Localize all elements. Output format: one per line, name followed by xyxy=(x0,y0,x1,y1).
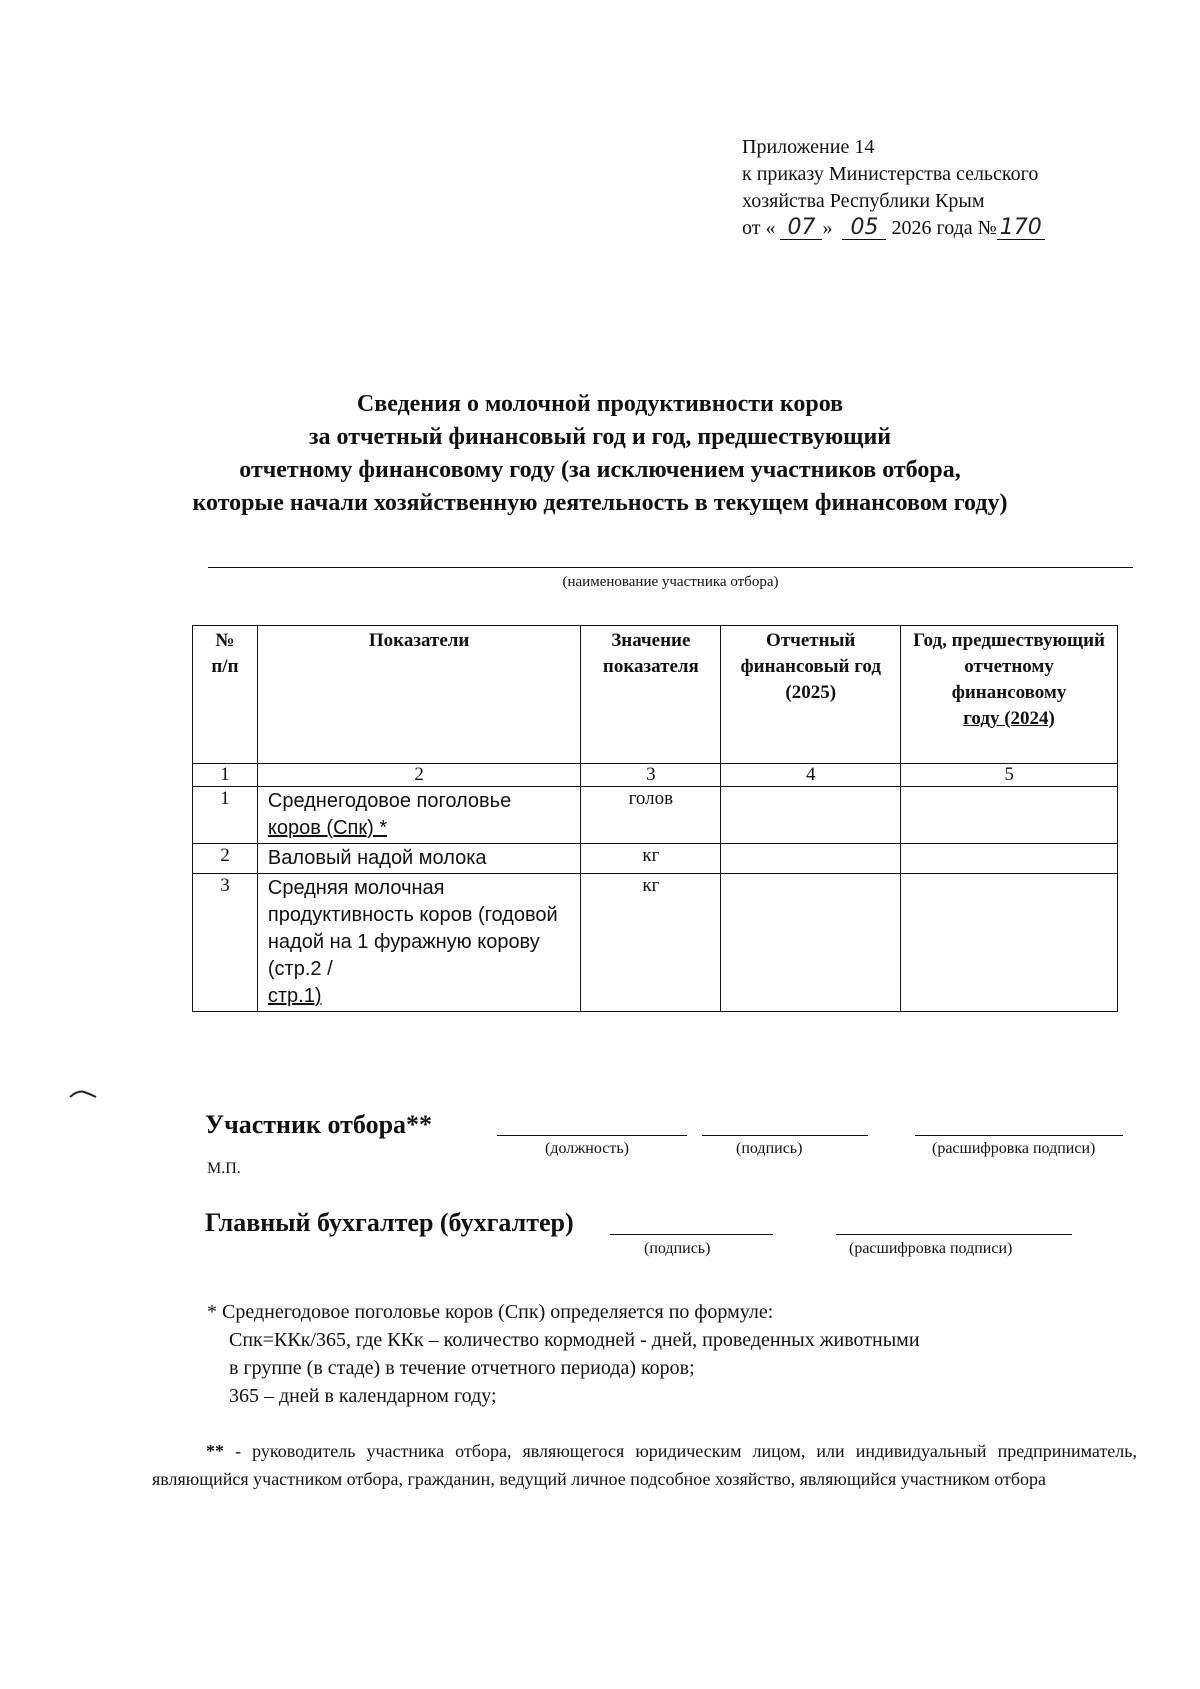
header-value: Значение показателя xyxy=(581,626,721,764)
participant-name-caption: (наименование участника отбора) xyxy=(562,574,779,590)
accountant-decoding-caption: (расшифровка подписи) xyxy=(849,1240,1013,1257)
productivity-table xyxy=(192,625,1118,1012)
row-unit: голов xyxy=(581,787,721,844)
row-report-year-cell[interactable] xyxy=(721,787,901,844)
appendix-line-3: хозяйства Республики Крым xyxy=(742,190,985,212)
scan-mark-icon xyxy=(68,1088,98,1100)
footnote-head-star: ** xyxy=(206,1441,224,1461)
decoding-caption: (расшифровка подписи) xyxy=(932,1140,1096,1157)
position-caption: (должность) xyxy=(545,1140,629,1157)
signature-line[interactable] xyxy=(702,1135,868,1136)
date-prefix: от « xyxy=(742,217,776,239)
col-number: 1 xyxy=(193,764,258,787)
row-indicator xyxy=(257,787,581,844)
header-report-year: Отчетный финансовый год (2025) xyxy=(721,626,901,764)
accountant-signature-line[interactable] xyxy=(610,1234,773,1235)
participant-name-line xyxy=(208,567,1133,568)
accountant-signature-caption: (подпись) xyxy=(644,1240,711,1257)
decoding-line[interactable] xyxy=(915,1135,1123,1136)
row-indicator-text-tail: коров (Спк) * xyxy=(267,817,388,839)
stamp-place: М.П. xyxy=(207,1160,241,1177)
title-line-2: за отчетный финансовый год и год, предшествующий xyxy=(308,424,892,450)
appendix-header xyxy=(742,134,1045,242)
row-num: 1 xyxy=(193,787,258,844)
row-prev-year-cell[interactable] xyxy=(901,844,1118,874)
accountant-decoding-line[interactable] xyxy=(836,1234,1072,1235)
footnote-formula-line-4: 365 – дней в календарном году; xyxy=(229,1385,497,1407)
footnote-formula-line-3: в группе (в стаде) в течение отчетного периода) коров; xyxy=(229,1357,695,1379)
footnote-formula xyxy=(207,1298,920,1410)
table-header-row xyxy=(193,626,1118,764)
title-line-3: отчетному финансовому году (за исключением участников отбора, xyxy=(239,457,961,483)
title-line-1: Сведения о молочной продуктивности коров xyxy=(356,391,844,417)
footnote-formula-line-2: Спк=ККк/365, где ККк – количество кормодней - дней, проведенных животными xyxy=(229,1329,920,1351)
row-indicator-text-tail: стр.1) xyxy=(267,985,322,1007)
row-report-year-cell[interactable] xyxy=(721,874,901,1012)
col-number: 2 xyxy=(257,764,581,787)
col-number: 4 xyxy=(721,764,901,787)
row-unit: кг xyxy=(581,874,721,1012)
position-line[interactable] xyxy=(497,1135,687,1136)
col-number: 5 xyxy=(901,764,1118,787)
header-prev-year-main: Год, предшествующий отчетному финансовому xyxy=(913,630,1105,703)
order-year: 2026 года № xyxy=(891,217,997,239)
header-indicator: Показатели xyxy=(257,626,581,764)
footnote-formula-line-1: * Среднегодовое поголовье коров (Спк) определяется по формуле: xyxy=(207,1301,774,1323)
accountant-signature-label: Главный бухгалтер (бухгалтер) xyxy=(205,1208,574,1237)
order-month: 05 xyxy=(842,217,886,240)
row-indicator xyxy=(257,874,581,1012)
row-prev-year-cell[interactable] xyxy=(901,787,1118,844)
row-num: 2 xyxy=(193,844,258,874)
footnote-head xyxy=(152,1437,1137,1493)
col-number: 3 xyxy=(581,764,721,787)
order-number: 170 xyxy=(997,217,1045,240)
row-unit: кг xyxy=(581,844,721,874)
column-number-row xyxy=(193,764,1118,787)
title-line-4: которые начали хозяйственную деятельность в текущем финансовом году) xyxy=(192,490,1008,516)
row-prev-year-cell[interactable] xyxy=(901,874,1118,1012)
row-num: 3 xyxy=(193,874,258,1012)
row-indicator: Валовый надой молока xyxy=(257,844,581,874)
participant-signature-label: Участник отбора** xyxy=(205,1110,433,1139)
date-mid: » xyxy=(822,217,833,239)
document-title xyxy=(150,388,1050,520)
header-prev-year xyxy=(901,626,1118,764)
row-report-year-cell[interactable] xyxy=(721,844,901,874)
table-row xyxy=(193,787,1118,844)
appendix-date-line xyxy=(742,215,1045,242)
row-indicator-text: Средняя молочная продуктивность коров (годовой надой на 1 фуражную корову (стр.2 / xyxy=(267,877,558,980)
header-num: № п/п xyxy=(193,626,258,764)
header-prev-year-tail: году (2024) xyxy=(963,708,1055,729)
row-indicator-text: Среднегодовое поголовье xyxy=(267,790,512,812)
table-row xyxy=(193,844,1118,874)
order-day: 07 xyxy=(780,217,822,240)
footnote-head-text: - руководитель участника отбора, являющегося юридическим лицом, или индивидуальный предприниматель, являющийся участником отбора, гражданин, ведущий личное подсобное хозяйство, являющийся участником отбора xyxy=(152,1441,1137,1489)
signature-caption: (подпись) xyxy=(736,1140,803,1157)
appendix-line-2: к приказу Министерства сельского xyxy=(742,163,1039,185)
table-row xyxy=(193,874,1118,1012)
appendix-line-1: Приложение 14 xyxy=(742,136,875,158)
